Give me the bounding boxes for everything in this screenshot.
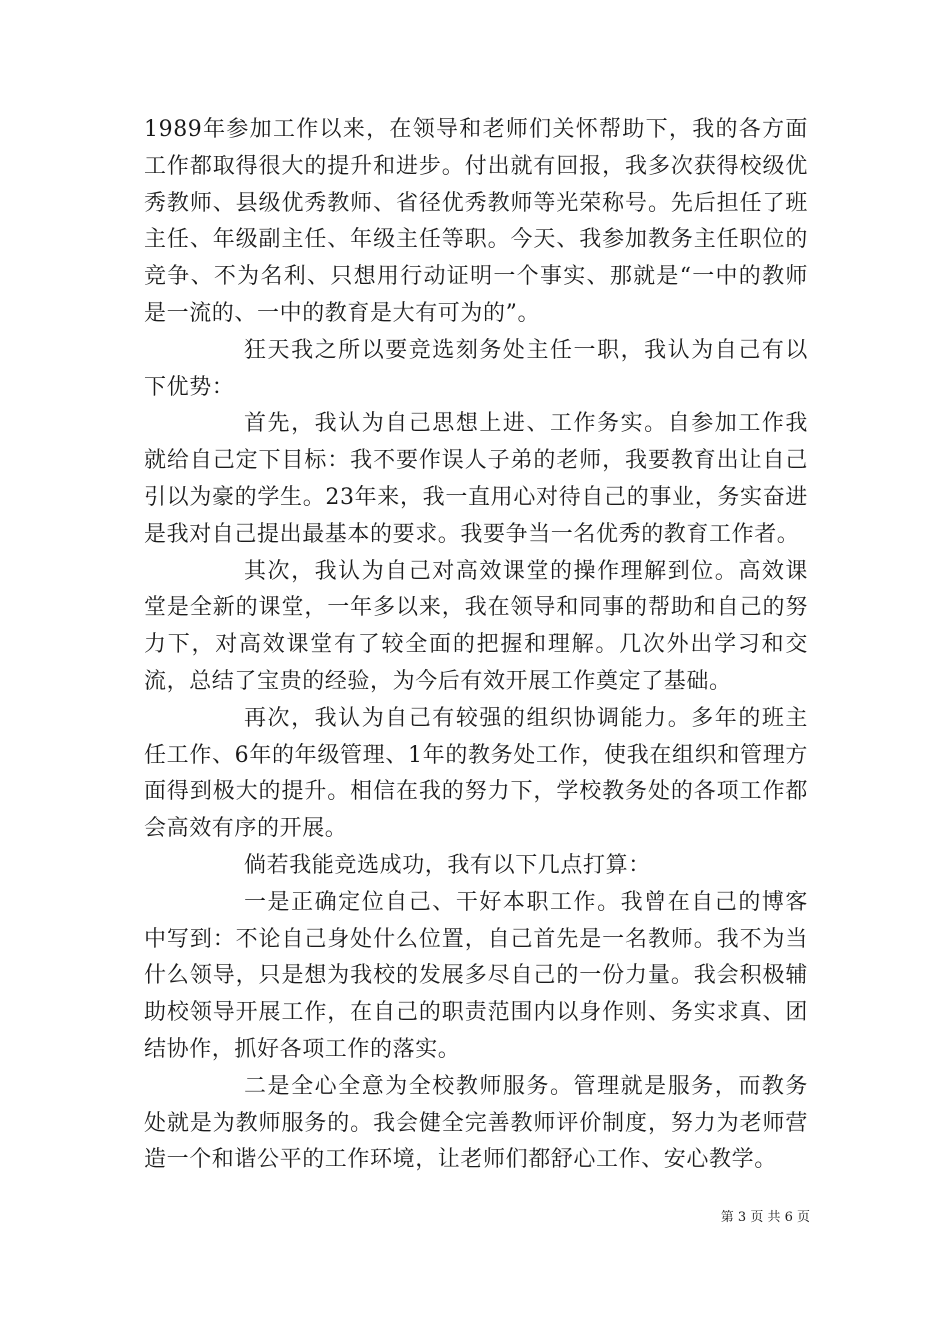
paragraph-6: 倘若我能竞选成功，我有以下几点打算：: [244, 852, 651, 878]
paragraph-3: 首先，我认为自己思想上进、工作务实。自参加工作我就给自己定下目标：我不要作误人子弟的老师，我要教育出让自己引以为豪的学生。23年来，我一直用心对待自己的事业，务实奋进是我对自己提出最基本的要求。我要争当一名优秀的教育工作者。: [144, 411, 808, 547]
paragraph-7: 一是正确定位自己、干好本职工作。我曾在自己的博客中写到：不论自己身处什么位置，自己首先是一名教师。我不为当什么领导，只是想为我校的发展多尽自己的一份力量。我会积极辅助校领导开展工作，在自己的职责范围内以身作则、务实求真、团结协作，抓好各项工作的落实。: [144, 889, 808, 1062]
paragraph-5: 再次，我认为自己有较强的组织协调能力。多年的班主任工作、6年的年级管理、1年的教务处工作，使我在组织和管理方面得到极大的提升。相信在我的努力下，学校教务处的各项工作都会高效有序的开展。: [144, 705, 808, 842]
paragraph-8: 二是全心全意为全校教师服务。管理就是服务，而教务处就是为教师服务的。我会健全完善教师评价制度，努力为老师营造一个和谐公平的工作环境，让老师们都舒心工作、安心教学。: [144, 1073, 808, 1173]
paragraph-2: 狂天我之所以要竞选刻务处主任一职，我认为自己有以下优势：: [144, 337, 808, 400]
page-number: 第 3 页 共 6 页: [720, 1210, 810, 1225]
document-body: [144, 112, 808, 1179]
paragraph-1: 1989年参加工作以来，在领导和老师们关怀帮助下，我的各方面工作都取得很大的提升和进步。付出就有回报，我多次获得校级优秀教师、县级优秀教师、省径优秀教师等光荣称号。先后担任了班主任、年级副主任、年级主任等职。今天、我参加教务主任职位的竞争、不为名利、只想用行动证明一个事实、那就是“一中的教师是一流的、一中的教育是大有可为的”。: [144, 117, 808, 326]
paragraph-4: 其次，我认为自己对高效课堂的操作理解到位。高效课堂是全新的课堂，一年多以来，我在领导和同事的帮助和自己的努力下，对高效课堂有了较全面的把握和理解。几次外出学习和交流，总结了宝贵的经验，为今后有效开展工作奠定了基础。: [144, 558, 808, 694]
